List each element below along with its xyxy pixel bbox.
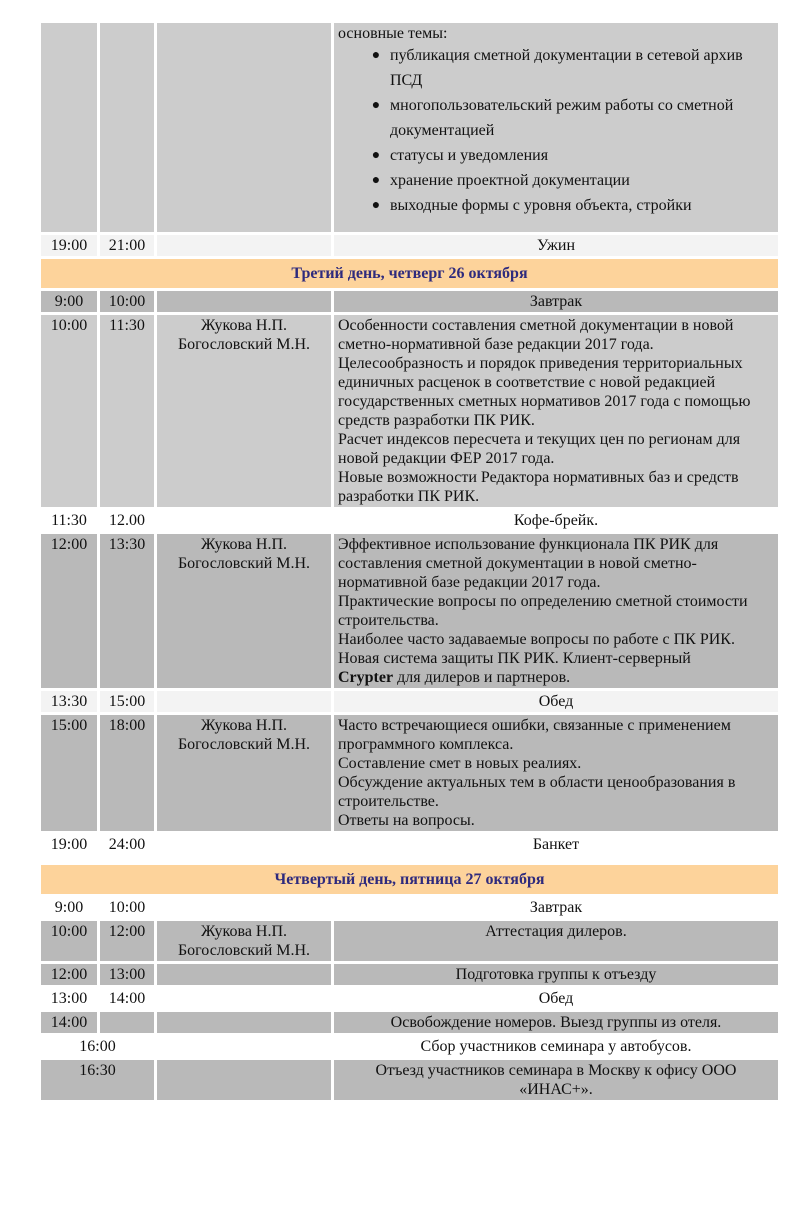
bullet-icon: ● xyxy=(371,173,381,188)
speaker-cell xyxy=(157,921,331,961)
day-header-row xyxy=(41,259,778,288)
speaker-cell xyxy=(157,1012,331,1033)
table-row xyxy=(41,834,778,855)
table-row xyxy=(41,291,778,312)
session-description: Часто встречающиеся ошибки, связанные с применением программного комплекса. Составление смет в новых реалиях. Обсуждение актуальных тем в области ценообразования в строительстве. Ответы на вопросы. xyxy=(334,715,778,831)
table-row xyxy=(41,964,778,985)
list-item: ● публикация сметной документации в сетевой архив ПСД xyxy=(362,43,774,93)
session-title: Освобождение номеров. Выезд группы из отеля. xyxy=(334,1012,778,1033)
end-time: 12:00 xyxy=(100,921,154,961)
session-title: Ужин xyxy=(334,235,778,256)
speaker-name: Жукова Н.П. xyxy=(200,536,288,553)
table-row xyxy=(41,23,778,232)
end-time: 10:00 xyxy=(100,291,154,312)
end-time: 14:00 xyxy=(100,988,154,1009)
speaker-name: Жукова Н.П. xyxy=(200,717,288,734)
session-title: Сбор участников семинара у автобусов. xyxy=(334,1036,778,1057)
end-time: 15:00 xyxy=(100,691,154,712)
speaker-cell xyxy=(157,23,331,232)
bullet-icon: ● xyxy=(371,98,381,113)
speaker-name: Жукова Н.П. xyxy=(200,923,288,940)
speaker-name: Жукова Н.П. xyxy=(200,317,288,334)
table-row xyxy=(41,534,778,688)
start-time: 9:00 xyxy=(41,291,97,312)
speaker-cell xyxy=(157,1036,331,1057)
start-time: 12:00 xyxy=(41,964,97,985)
session-title: Обед xyxy=(334,988,778,1009)
start-time: 12:00 xyxy=(41,534,97,688)
session-description: Особенности составления сметной документации в новой сметно-нормативной базе редакции 2017 года. Целесообразность и порядок приведения территориальных единичных расценок в соответствие с новой редакцией государственных сметных нормативов 2017 года с помощью средств разработки ПК РИК. Расчет индексов пересчета и текущих цен по регионам для новой редакции ФЕР 2017 года. Новые возможности Редактора нормативных баз и средств разработки ПК РИК. xyxy=(334,315,778,507)
session-description: Эффективное использование функционала ПК РИК для составления сметной документации в новой сметно-нормативной базе редакции 2017 года. Практические вопросы по определению сметной стоимости строительства. Наиболее часто задаваемые вопросы по работе с ПК РИК. Новая система защиты ПК РИК. Клиент-серверный Crypter для дилеров и партнеров. xyxy=(334,534,778,688)
session-title: Отъезд участников семинара в Москву к офису ООО «ИНАС+». xyxy=(334,1060,778,1100)
start-time-cell xyxy=(41,23,97,232)
speaker-cell xyxy=(157,715,331,831)
spacer-row xyxy=(41,858,778,862)
speaker-cell xyxy=(157,691,331,712)
session-description xyxy=(334,23,778,232)
table-row xyxy=(41,715,778,831)
start-time: 13:30 xyxy=(41,691,97,712)
speaker-cell xyxy=(157,964,331,985)
speaker-cell xyxy=(157,897,331,918)
list-item: ● хранение проектной документации xyxy=(362,168,774,193)
speaker-name: Богословский М.Н. xyxy=(177,555,311,572)
start-time: 14:00 xyxy=(41,1012,97,1033)
end-time: 13:30 xyxy=(100,534,154,688)
start-time: 13:00 xyxy=(41,988,97,1009)
start-time: 19:00 xyxy=(41,235,97,256)
session-title: Завтрак xyxy=(334,897,778,918)
table-row xyxy=(41,510,778,531)
end-time-cell xyxy=(100,1012,154,1033)
end-time: 24:00 xyxy=(100,834,154,855)
speaker-name: Богословский М.Н. xyxy=(177,942,311,959)
speaker-cell xyxy=(157,315,331,507)
table-row xyxy=(41,1012,778,1033)
speaker-name: Богословский М.Н. xyxy=(177,336,311,353)
bullet-icon: ● xyxy=(371,48,381,63)
speaker-cell xyxy=(157,235,331,256)
bullet-icon: ● xyxy=(371,198,381,213)
list-item: ● выходные формы с уровня объекта, стройки xyxy=(362,193,774,218)
schedule-page xyxy=(41,20,778,1103)
start-time: 15:00 xyxy=(41,715,97,831)
time: 16:00 xyxy=(41,1036,154,1057)
speaker-cell xyxy=(157,534,331,688)
end-time: 10:00 xyxy=(100,897,154,918)
topics-list xyxy=(362,43,774,218)
end-time: 11:30 xyxy=(100,315,154,507)
start-time: 9:00 xyxy=(41,897,97,918)
list-item: ● многопользовательский режим работы со сметной документацией xyxy=(362,93,774,143)
end-time-cell xyxy=(100,23,154,232)
session-title: Завтрак xyxy=(334,291,778,312)
speaker-cell xyxy=(157,291,331,312)
table-row xyxy=(41,691,778,712)
end-time: 21:00 xyxy=(100,235,154,256)
end-time: 18:00 xyxy=(100,715,154,831)
day-header-row xyxy=(41,865,778,894)
speaker-cell xyxy=(157,510,331,531)
end-time: 12.00 xyxy=(100,510,154,531)
time: 16:30 xyxy=(41,1060,154,1100)
crypter-brand: Crypter xyxy=(338,669,394,686)
table-row xyxy=(41,1036,778,1057)
day-header: Четвертый день, пятница 27 октября xyxy=(41,865,778,894)
session-title: Обед xyxy=(334,691,778,712)
end-time: 13:00 xyxy=(100,964,154,985)
table-row xyxy=(41,235,778,256)
speaker-cell xyxy=(157,988,331,1009)
start-time: 19:00 xyxy=(41,834,97,855)
speaker-cell xyxy=(157,1060,331,1100)
bullet-icon: ● xyxy=(371,148,381,163)
speaker-cell xyxy=(157,834,331,855)
table-row xyxy=(41,315,778,507)
session-title: Кофе-брейк. xyxy=(334,510,778,531)
day-header: Третий день, четверг 26 октября xyxy=(41,259,778,288)
speaker-name: Богословский М.Н. xyxy=(177,736,311,753)
list-item: ● статусы и уведомления xyxy=(362,143,774,168)
table-row xyxy=(41,897,778,918)
start-time: 10:00 xyxy=(41,315,97,507)
start-time: 11:30 xyxy=(41,510,97,531)
session-title: Аттестация дилеров. xyxy=(334,921,778,961)
start-time: 10:00 xyxy=(41,921,97,961)
session-title: Банкет xyxy=(334,834,778,855)
session-title: Подготовка группы к отъезду xyxy=(334,964,778,985)
table-row xyxy=(41,988,778,1009)
schedule-table xyxy=(38,20,781,1103)
topics-intro: основные темы: xyxy=(338,25,448,42)
table-row xyxy=(41,1060,778,1100)
table-row xyxy=(41,921,778,961)
